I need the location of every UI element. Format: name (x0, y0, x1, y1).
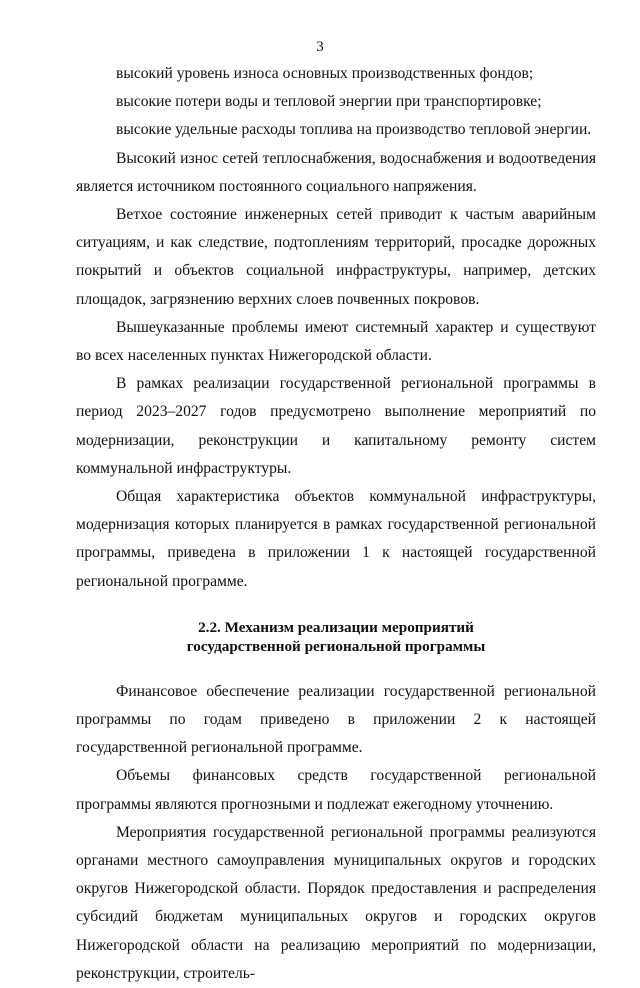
paragraph-systemic-problems: Вышеуказанные проблемы имеют системный характер и существуют во всех населенных пунктах Нижегородской области. (76, 318, 596, 365)
section-heading (76, 618, 596, 656)
paragraph-program-measures: В рамках реализации государственной региональной программы в период 2023–2027 годов предусмотрено выполнение мероприятий по модернизации, реконструкции и капитальному ремонту систем коммунальной инфраструктуры. (76, 375, 596, 477)
paragraph-implementation: Мероприятия государственной региональной программы реализуются органами местного самоуправления муниципальных округов и городских округов Нижегородской области. Порядок предоставления и распределения субсидий бюджетам муниципальных округов и городских округов Нижегородской области на реализацию мероприятий по модернизации, реконструкции, строитель- (76, 823, 596, 982)
page-number: 3 (316, 39, 324, 55)
paragraph-financing: Финансовое обеспечение реализации государственной региональной программы по годам приведено в приложении 2 к настоящей государственной региональной программе. (76, 682, 596, 757)
list-item-wear-level: высокий уровень износа основных производственных фондов; (116, 65, 534, 82)
paragraph-infrastructure-overview: Общая характеристика объектов коммунальной инфраструктуры, модернизация которых планируется в рамках государственной региональной программы, приведена в приложении 1 к настоящей государственной региональной программе. (76, 488, 596, 590)
paragraph-funding-forecast: Объемы финансовых средств государственной региональной программы являются прогнозными и подлежат ежегодному уточнению. (76, 767, 596, 813)
section-heading-line-2: государственной региональной программы (186, 637, 486, 655)
paragraph-network-wear: Высокий износ сетей теплоснабжения, водоснабжения и водоотведения является источником постоянного социального напряжения. (76, 149, 596, 195)
list-item-fuel-consumption: высокие удельные расходы топлива на производство тепловой энергии. (116, 121, 592, 139)
section-heading-line-1: 2.2. Механизм реализации мероприятий (198, 618, 474, 636)
list-item-water-heat-losses: высокие потери воды и тепловой энергии при транспортировке; (116, 93, 542, 111)
document-body (76, 60, 596, 988)
paragraph-dilapidated-networks: Ветхое состояние инженерных сетей приводит к частым аварийным ситуациям, и как следствие, подтоплениям территорий, просадке дорожных покрытий и объектов социальной инфраструктуры, например, детских площадок, загрязнению верхних слоев почвенных покровов. (76, 206, 596, 308)
